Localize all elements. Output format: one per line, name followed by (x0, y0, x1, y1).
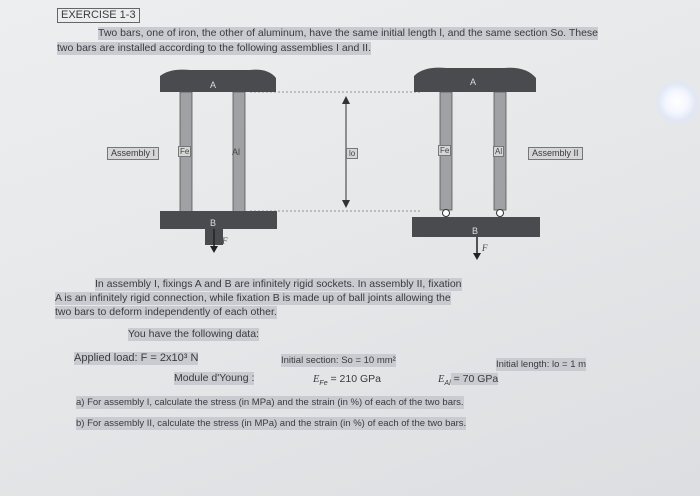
description-line-2: A is an infinitely rigid connection, while fixation B is made up of ball joints allowing the (55, 292, 451, 304)
young-modulus-label: Module d'Young : (174, 372, 255, 384)
assembly-1-label: Assembly I (107, 147, 159, 160)
initial-length: Initial length: lo = 1 m (496, 359, 587, 370)
assembly-1-top-support (160, 70, 276, 92)
assembly-1-fe-label: Fe (180, 147, 190, 156)
length-label: lo (346, 148, 358, 159)
assembly-2-fixing-a: A (470, 77, 477, 87)
description-line-3: two bars to deform independently of each other. (55, 306, 277, 318)
intro-line-2: two bars are installed according to the following assemblies I and II. (57, 42, 372, 54)
assembly-2-label: Assembly II (528, 147, 583, 160)
description-line-1: In assembly I, fixings A and B are infinitely rigid sockets. In assembly II, fixation (95, 278, 462, 290)
camera-flash-glare (655, 80, 699, 124)
assembly-2-fixing-b: B (472, 226, 479, 236)
assembly-1-diagram (160, 70, 277, 253)
assembly-1-bottom-block (160, 211, 277, 229)
exercise-title: EXERCISE 1-3 (57, 8, 140, 23)
assembly-2-fe-label: Fe (440, 146, 450, 155)
intro-line-1: Two bars, one of iron, the other of aluminum, have the same initial length l, and the same section So. These (98, 27, 599, 39)
assembly-1-al-label: Al (232, 147, 241, 157)
question-b: b) For assembly II, calculate the stress (in MPa) and the strain (in %) of each of the two bars. (76, 418, 467, 429)
applied-load: Applied load: F = 2x10³ N (74, 352, 199, 364)
assembly-1-fixing-a: A (210, 80, 217, 90)
young-modulus-fe: $E_{Fe} = 210$ GPa (313, 373, 382, 388)
question-a: a) For assembly I, calculate the stress (in MPa) and the strain (in %) of each of the two bars. (76, 397, 464, 408)
assembly-2-force-label: F (482, 243, 488, 253)
assembly-figure (0, 58, 700, 268)
initial-section: Initial section: So = 10 mm² (281, 355, 396, 366)
assembly-1-force-label: F (222, 236, 228, 246)
young-modulus-al: $E_{Al} = 70$ GPa (438, 373, 499, 388)
assembly-1-fixing-b: B (210, 218, 217, 228)
assembly-2-al-label: Al (495, 147, 503, 156)
data-intro: You have the following data: (128, 328, 259, 340)
